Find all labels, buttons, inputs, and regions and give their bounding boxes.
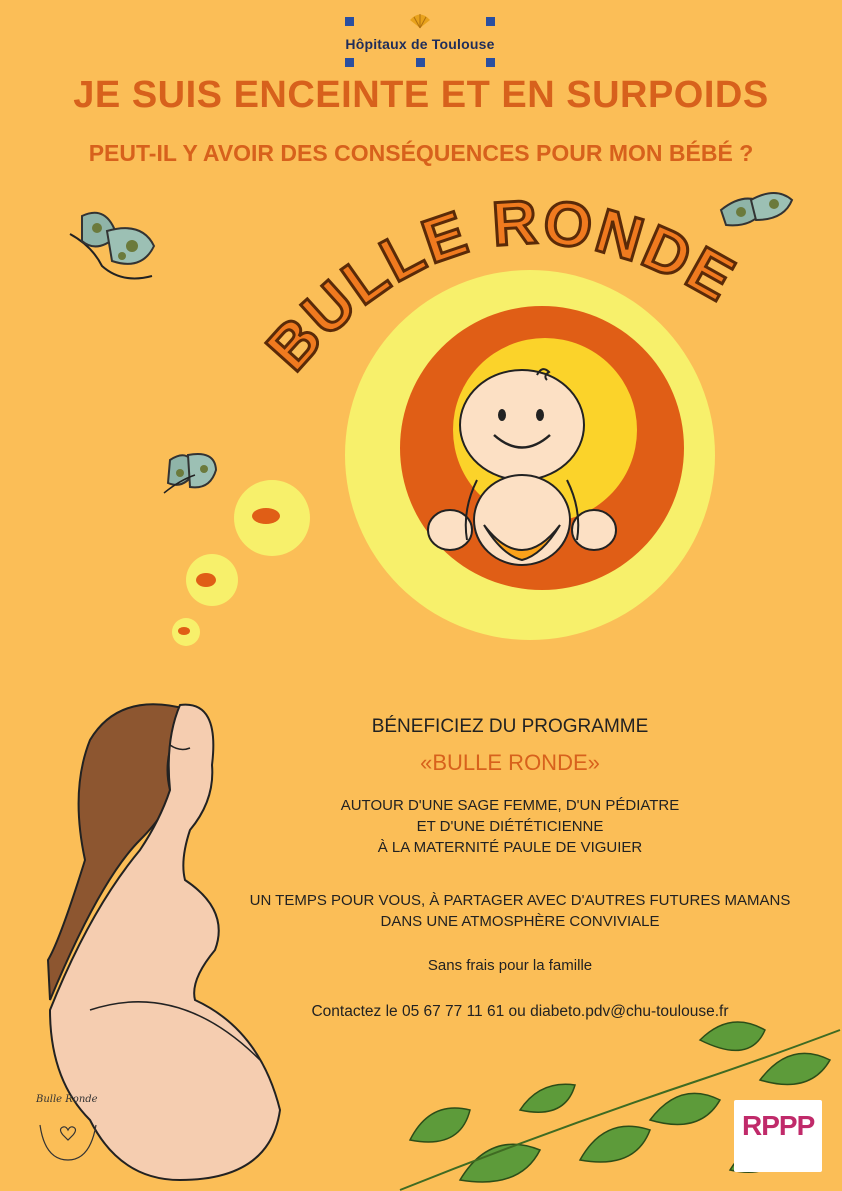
main-title: JE SUIS ENCEINTE ET EN SURPOIDS <box>73 74 769 116</box>
butterfly-icon <box>62 206 162 281</box>
description-line: AUTOUR D'UNE SAGE FEMME, D'UN PÉDIATRE <box>340 797 680 814</box>
logo-bottom-marks <box>345 58 495 67</box>
sub-title: PEUT-IL Y AVOIR DES CONSÉQUENCES POUR MON BÉBÉ ? <box>88 140 754 166</box>
signature-label: Bulle Ronde <box>36 1094 98 1105</box>
arc-title <box>250 187 750 410</box>
leaf-icon <box>760 1053 830 1084</box>
hospital-logo[interactable] <box>330 14 510 67</box>
logo-square <box>486 58 495 67</box>
description-line: À LA MATERNITÉ PAULE DE VIGUIER <box>377 839 643 856</box>
program-description <box>330 795 690 858</box>
logo-square <box>345 17 354 26</box>
atmosphere-line: DANS UNE ATMOSPHÈRE CONVIVIALE <box>380 913 660 930</box>
leaf-icon <box>460 1144 540 1182</box>
contact-info[interactable]: Contactez le 05 67 77 11 61 ou diabeto.pdv@chu-toulouse.fr <box>311 1003 729 1020</box>
shell-icon <box>409 13 431 29</box>
leaf-icon <box>650 1093 720 1124</box>
partner-logo-text: RPPP <box>742 1110 815 1141</box>
logo-square <box>345 58 354 67</box>
cost-info: Sans frais pour la famille <box>427 957 593 974</box>
leaf-icon <box>520 1084 575 1112</box>
description-line: ET D'UNE DIÉTÉTICIENNE <box>416 818 604 835</box>
program-atmosphere <box>240 890 800 932</box>
logo-label: Hôpitaux de Toulouse <box>345 36 495 52</box>
atmosphere-line: UN TEMPS POUR VOUS, À PARTAGER AVEC D'AUTRES FUTURES MAMANS <box>249 892 791 909</box>
program-heading: BÉNEFICIEZ DU PROGRAMME <box>371 716 649 737</box>
leaf-icon <box>580 1126 650 1162</box>
logo-square <box>416 58 425 67</box>
partner-logo[interactable] <box>734 1100 822 1172</box>
svg-text:BULLE RONDE <box>254 188 748 384</box>
program-name: «BULLE RONDE» <box>420 750 600 775</box>
arc-title-text: BULLE RONDE <box>253 187 748 384</box>
leaf-icon <box>410 1108 470 1142</box>
leaf-icon <box>700 1022 765 1050</box>
logo-square <box>486 17 495 26</box>
logo-top-marks <box>345 14 495 28</box>
